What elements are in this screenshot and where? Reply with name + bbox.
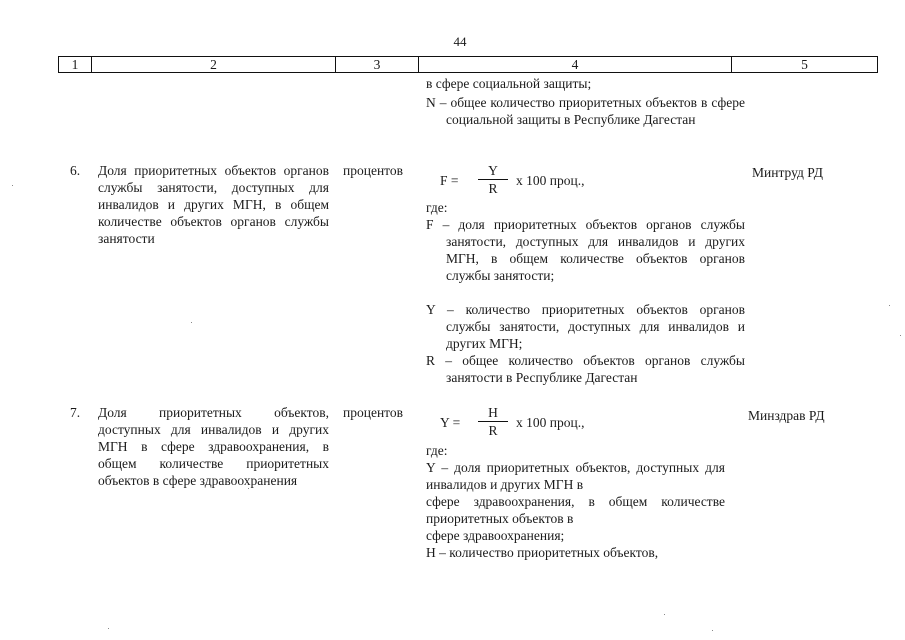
formula-multiplier: x 100 проц., — [516, 415, 585, 430]
responsible-party: Минздрав РД — [748, 408, 825, 423]
formula — [440, 404, 640, 438]
header-col-5: 5 — [801, 57, 808, 72]
definition-h: H – количество приоритетных объектов, — [426, 545, 659, 560]
row-number: 7. — [70, 405, 81, 420]
page-number: 44 — [453, 34, 467, 49]
scan-speck — [248, 488, 249, 489]
continuation-text: в сфере социальной защиты; — [426, 76, 592, 91]
unit-label: процентов — [343, 405, 404, 420]
formula-numerator: H — [488, 405, 498, 420]
row-number: 6. — [70, 163, 81, 178]
formula-denominator: R — [488, 423, 498, 438]
formula-multiplier: x 100 проц., — [516, 173, 585, 188]
definition-line: сфере здравоохранения; — [426, 528, 565, 543]
formula-lhs: Y = — [440, 415, 461, 430]
where-label: где: — [426, 443, 448, 458]
formula — [440, 162, 640, 196]
formula-numerator: Y — [488, 163, 498, 178]
unit-label: процентов — [343, 163, 404, 178]
scan-speck — [108, 628, 109, 629]
definition-line: Y – доля приоритетных объектов, доступных для инвалидов и других МГН в — [426, 460, 725, 492]
header-col-2: 2 — [210, 57, 217, 72]
definition-y: Y – количество приоритетных объектов органов службы занятости, доступных для инвалидов и других МГН; — [426, 302, 745, 351]
scan-speck — [12, 185, 13, 186]
scan-speck — [900, 335, 901, 336]
definition-r: R – общее количество объектов органов службы занятости в Республике Дагестан — [426, 353, 745, 385]
header-col-1: 1 — [71, 57, 79, 72]
scan-speck — [664, 614, 665, 615]
indicator-name: Доля приоритетных объектов, доступных для инвалидов и других МГН в сфере здравоохранения, в общем количестве приоритетных объектов в сфере здравоохранения — [98, 405, 329, 488]
definition-line: сфере здравоохранения, в общем количестве приоритетных объектов в — [426, 494, 725, 526]
scan-speck — [889, 305, 890, 306]
header-divider — [877, 56, 878, 73]
formula-denominator: R — [488, 181, 498, 196]
header-col-4: 4 — [571, 57, 579, 72]
where-label: где: — [426, 200, 448, 215]
formula-lhs: F = — [440, 173, 459, 188]
definition-n: N – общее количество приоритетных объектов в сфере социальной защиты в Республике Дагестан — [426, 95, 745, 127]
scan-speck — [712, 630, 713, 631]
header-col-3: 3 — [373, 57, 381, 72]
indicator-name: Доля приоритетных объектов органов службы занятости, доступных для инвалидов и других МГН, в общем количестве объектов органов службы занятости — [98, 163, 329, 246]
responsible-party: Минтруд РД — [752, 165, 823, 180]
definition-f: F – доля приоритетных объектов органов службы занятости, доступных для инвалидов и других МГН, в общем количестве объектов органов службы занятости; — [426, 217, 745, 283]
scan-speck — [191, 322, 192, 323]
